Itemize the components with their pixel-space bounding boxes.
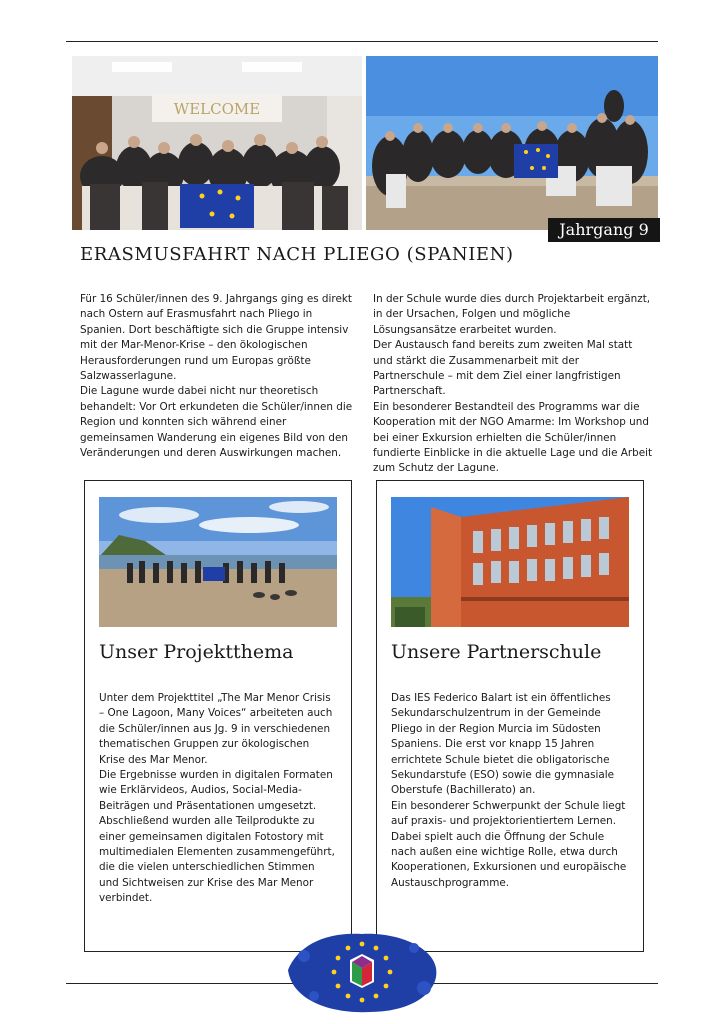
project-topic-box [84, 480, 352, 952]
box-paragraph: Unter dem Projekttitel „The Mar Menor Crisis – One Lagoon, Many Voices“ arbeiteten auch die Schüler/innen aus Jg. 9 in verschiedenen thematischen Gruppen zur ökologischen Krise des Mar Menor. [99, 692, 333, 766]
photo-school-building [391, 497, 629, 627]
grade-badge: Jahrgang 9 [548, 218, 660, 242]
box-paragraph: Das IES Federico Balart ist ein öffentliches Sekundarschulzentrum in der Gemeinde Pliego in der Region Murcia im Südosten Spaniens. Die erst vor knapp 15 Jahren errichtete Schule bietet die obligatorische Sekundarstufe (ESO) sowie die gymnasiale Oberstufe (Bachillerato) an. [391, 692, 615, 797]
box-heading: Unser Projektthema [99, 641, 294, 663]
photo-outdoor-group [366, 56, 658, 230]
intro-paragraph: Der Austausch fand bereits zum zweiten Mal statt und stärkt die Zusammenarbeit mit der Partnerschule – mit dem Ziel einer langfristigen Partnerschaft. [373, 339, 633, 398]
erasmus-logo [284, 926, 440, 1016]
partner-school-box [376, 480, 644, 952]
page-title: ERASMUSFAHRT NACH PLIEGO (SPANIEN) [80, 244, 514, 265]
box-heading: Unsere Partnerschule [391, 641, 602, 663]
intro-paragraph: Für 16 Schüler/innen des 9. Jahrgangs ging es direkt nach Ostern auf Erasmusfahrt nach Pliego in Spanien. Dort beschäftigte sich die Gruppe intensiv mit der Mar-Menor-Krise – den ökologischen Herausforderungen rund um Europas größte Salzwasserlagune. [80, 293, 352, 383]
intro-paragraph: Die Lagune wurde dabei nicht nur theoretisch behandelt: Vor Ort erkundeten die Schüler/innen die Region und konnten sich während einer gemeinsamen Wanderung ein eigenes Bild von den Veränderungen und deren Auswirkungen machen. [80, 385, 353, 460]
box-body [391, 691, 629, 891]
box-paragraph: Die Ergebnisse wurden in digitalen Formaten wie Erklärvideos, Audios, Social-Media-Beiträgen und Präsentationen umgesetzt. Abschließend wurden alle Teilprodukte zu einer gemeinsamen digitalen Fotostory mit multimedialen Elementen zusammengeführt, die die vielen unterschiedlichen Stimmen und Sichtweisen zur Krise des Mar Menor verbindet. [99, 769, 335, 905]
box-paragraph: Dabei spielt auch die Öffnung der Schule nach außen eine wichtige Rolle, etwa durch Kooperationen, Exkursionen und europäische Austauschprogramme. [391, 830, 627, 889]
intro-paragraph: In der Schule wurde dies durch Projektarbeit ergänzt, in der Ursachen, Folgen und mögliche Lösungsansätze erarbeitet wurden. [373, 293, 651, 336]
box-body [99, 691, 337, 907]
top-rule [66, 41, 658, 42]
photo-welcome-group [72, 56, 362, 230]
box-paragraph: Ein besonderer Schwerpunkt der Schule liegt auf praxis- und projektorientiertem Lernen. [391, 799, 626, 828]
intro-right-column [373, 292, 653, 477]
intro-paragraph: Ein besonderer Bestandteil des Programms war die Kooperation mit der NGO Amarme: Im Workshop und bei einer Exkursion erhielten die Schüler/innen fundierte Einblicke in die aktuelle Lage und die Arbeit zum Schutz der Lagune. [373, 400, 653, 475]
intro-left-column [80, 292, 360, 461]
photo-beach-group [99, 497, 337, 627]
welcome-sign-text: WELCOME [173, 100, 261, 118]
